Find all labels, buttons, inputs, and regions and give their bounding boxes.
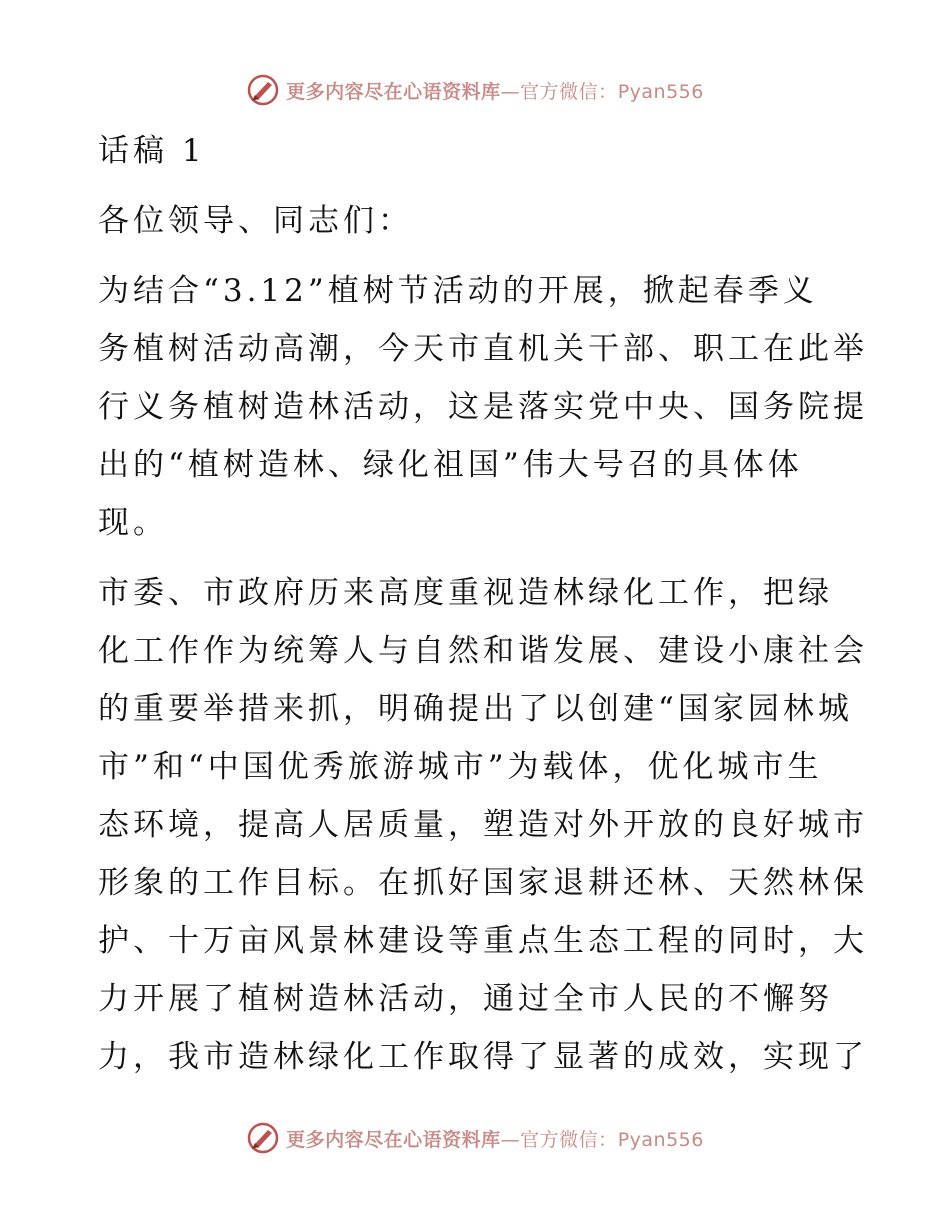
paragraph-line: 化工作作为统筹人与自然和谐发展、建设小康社会: [98, 633, 868, 669]
paragraph-line: 的重要举措来抓，明确提出了以创建“国家园林城: [98, 691, 853, 727]
paragraph-line: 形象的工作目标。在抓好国家退耕还林、天然林保: [98, 865, 868, 901]
paragraph-line: 为结合“3.12”植树节活动的开展，掀起春季义: [98, 273, 818, 309]
paragraph-line: 市”和“中国优秀旅游城市”为载体，优化城市生: [98, 749, 823, 785]
paragraph-line: 力，我市造林绿化工作取得了显著的成效，实现了: [98, 1039, 868, 1075]
paragraph-line: 行义务植树造林活动，这是落实党中央、国务院提: [98, 389, 868, 425]
header-watermark: [0, 70, 950, 110]
watermark-promo: 更多内容尽在心语资料库: [286, 1128, 501, 1151]
paragraph-line: 现。: [98, 505, 168, 541]
watermark-wechat-id: Pyan556: [617, 80, 704, 103]
watermark-text: [286, 1125, 704, 1152]
watermark-separator: —: [500, 80, 521, 103]
document-body: [98, 122, 868, 1086]
pen-logo-icon: [246, 1121, 280, 1155]
paragraph-line: 护、十万亩风景林建设等重点生态工程的同时，大: [98, 923, 868, 959]
paragraph-line: 出的“植树造林、绿化祖国”伟大号召的具体体: [98, 447, 803, 483]
watermark-wechat-id: Pyan556: [617, 1128, 704, 1151]
watermark-label: 官方微信：: [520, 1128, 618, 1151]
paragraph-line: 市委、市政府历来高度重视造林绿化工作，把绿: [98, 575, 833, 611]
paragraph-line: 力开展了植树造林活动，通过全市人民的不懈努: [98, 981, 833, 1017]
paragraph-1: [98, 262, 868, 552]
pen-logo-icon: [246, 73, 280, 107]
watermark-text: [286, 77, 704, 104]
document-title: 话稿 1: [98, 133, 206, 169]
watermark-separator: —: [500, 1128, 521, 1151]
watermark-promo: 更多内容尽在心语资料库: [286, 80, 501, 103]
paragraph-2: [98, 564, 868, 1086]
paragraph-line: 务植树活动高潮，今天市直机关干部、职工在此举: [98, 331, 868, 367]
salutation: 各位领导、同志们：: [98, 203, 413, 239]
footer-watermark: [0, 1118, 950, 1158]
watermark-label: 官方微信：: [520, 80, 618, 103]
paragraph-line: 态环境，提高人居质量，塑造对外开放的良好城市: [98, 807, 868, 843]
